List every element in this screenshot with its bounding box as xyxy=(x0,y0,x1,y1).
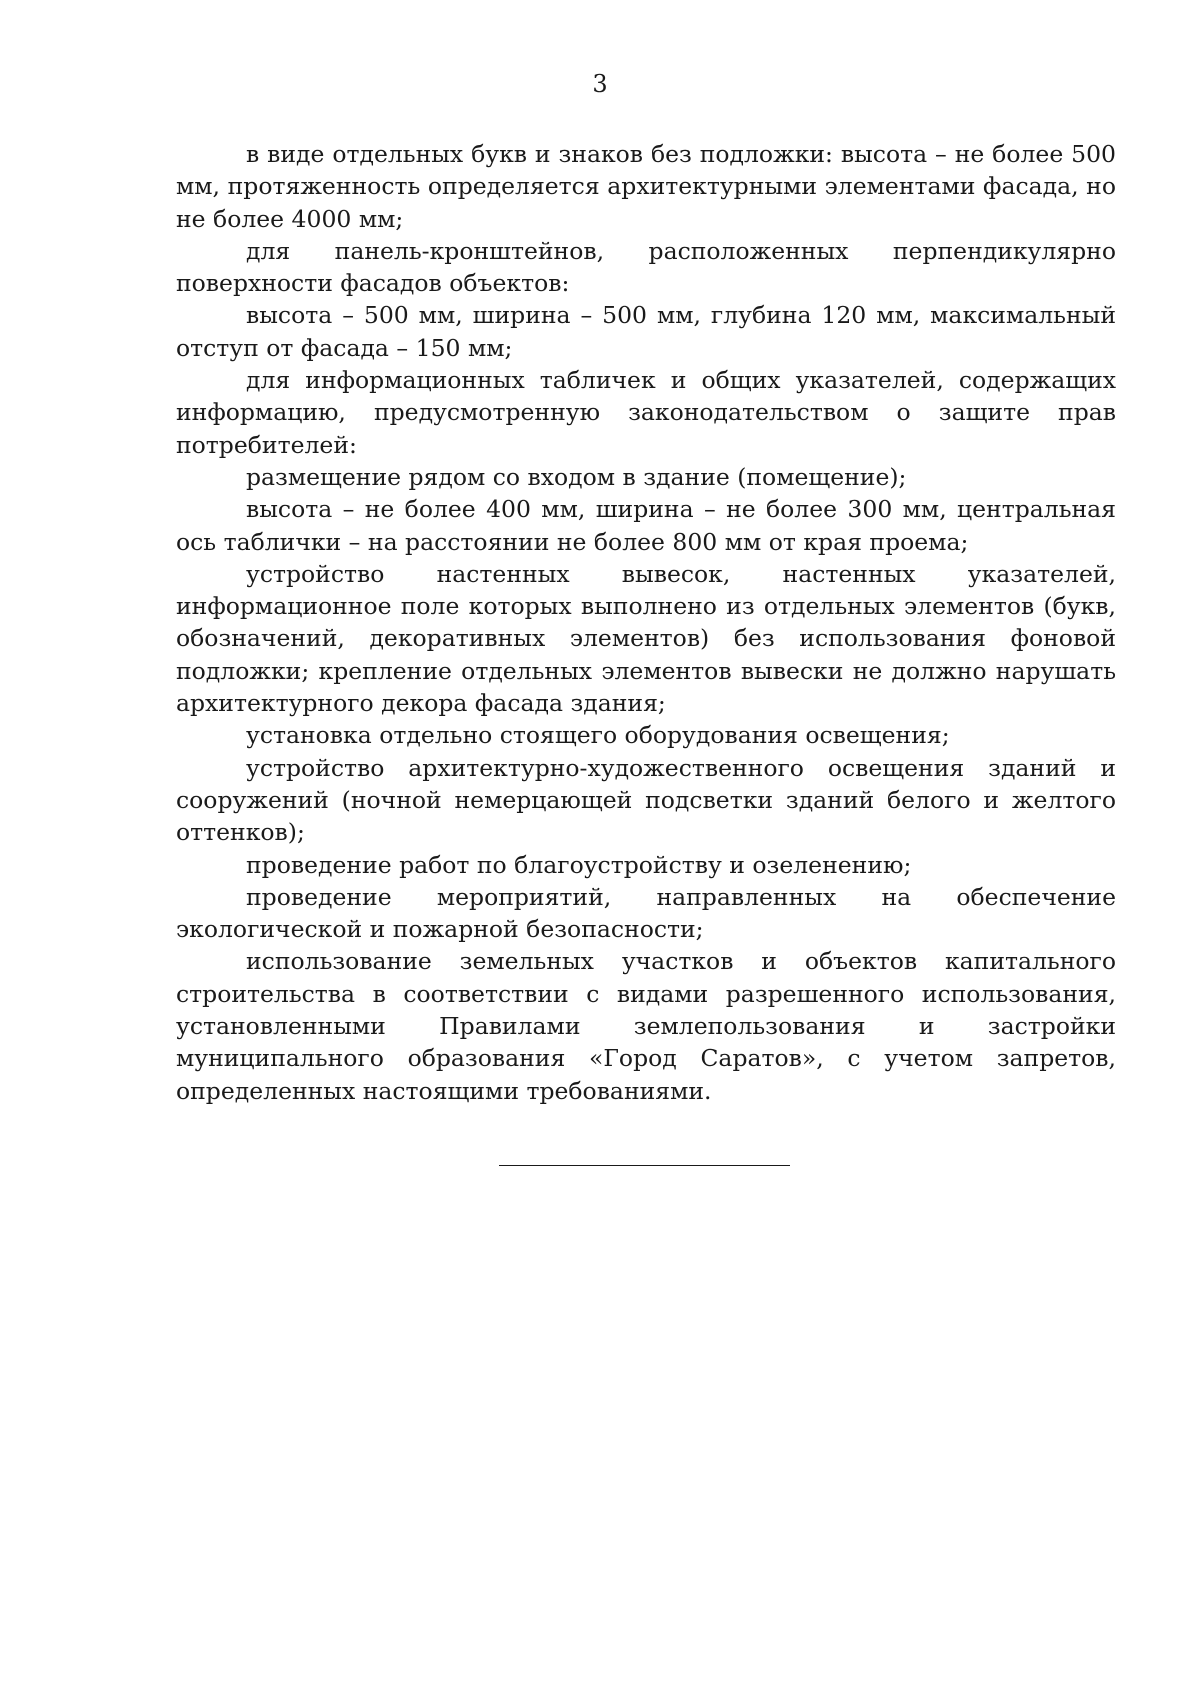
paragraph: для панель-кронштейнов, расположенных перпендикулярно поверхности фасадов объектов: xyxy=(176,236,1116,298)
paragraph: высота – 500 мм, ширина – 500 мм, глубина 120 мм, максимальный отступ от фасада – 150 мм; xyxy=(176,301,1116,362)
paragraph: устройство настенных вывесок, настенных указателей, информационное поле которых выполнено из отдельных элементов (букв, обозначений, декоративных элементов) без использования фоновой подложки; крепление отдельных элементов вывески не должно нарушать архитектурного декора фасада здания; xyxy=(176,559,1116,718)
paragraph: в виде отдельных букв и знаков без подложки: высота – не более 500 мм, протяженность определяется архитектурными элементами фасада, но не более 4000 мм; xyxy=(176,140,1116,233)
paragraph: размещение рядом со входом в здание (помещение); xyxy=(246,462,907,491)
paragraph: установка отдельно стоящего оборудования освещения; xyxy=(246,721,950,750)
closing-separator-line xyxy=(499,1165,790,1166)
paragraph: для информационных табличек и общих указателей, содержащих информацию, предусмотренную законодательством о защите прав потребителей: xyxy=(176,366,1116,459)
paragraph: проведение работ по благоустройству и озеленению; xyxy=(246,850,912,879)
paragraph: использование земельных участков и объектов капитального строительства в соответствии с видами разрешенного использования, установленными Правилами землепользования и застройки муниципального образования «Город Саратов», с учетом запретов, определенных настоящими требованиями. xyxy=(176,947,1116,1105)
paragraph: устройство архитектурно-художественного освещения зданий и сооружений (ночной немерцающей подсветки зданий белого и желтого оттенков); xyxy=(176,753,1116,847)
page-number: 3 xyxy=(592,70,608,98)
paragraph: проведение мероприятий, направленных на обеспечение экологической и пожарной безопасности; xyxy=(176,882,1116,944)
paragraph: высота – не более 400 мм, ширина – не более 300 мм, центральная ось таблички – на расстоянии не более 800 мм от края проема; xyxy=(176,495,1116,556)
document-body xyxy=(176,138,1116,1107)
